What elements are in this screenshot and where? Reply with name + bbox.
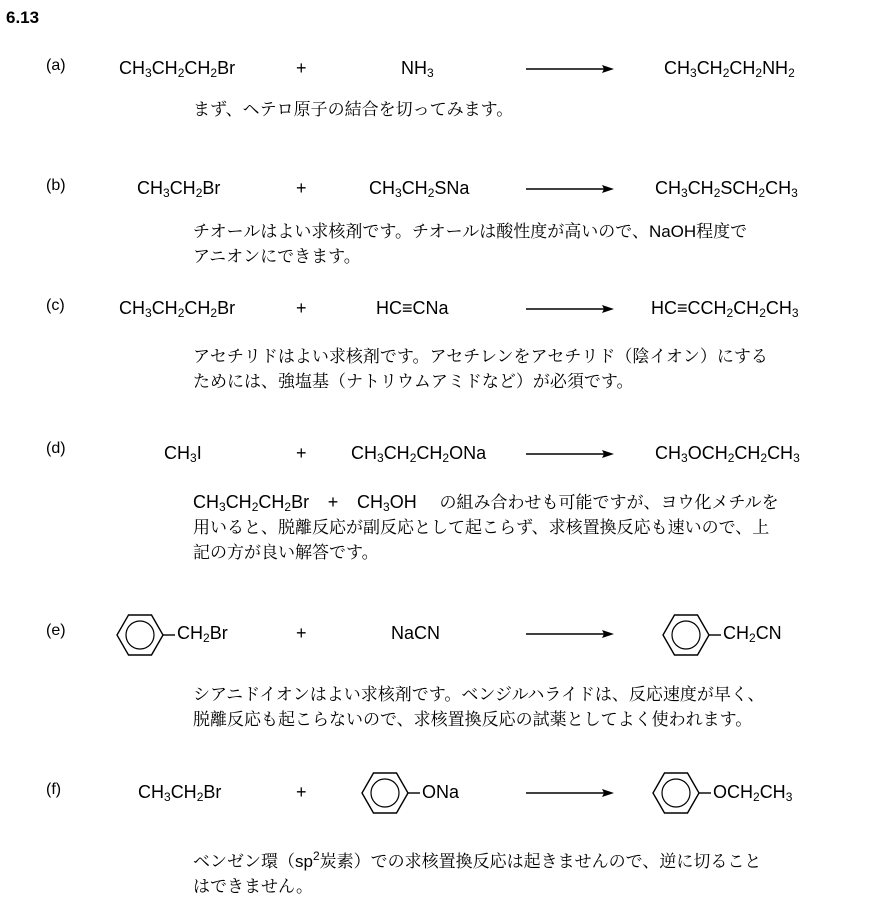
part-f-explanation-sup: 2 <box>312 849 320 863</box>
part-f-explanation-line1-b: 炭素）での求核置換反応は起きませんので、逆に切ること <box>319 852 762 871</box>
part-b-reactant2: $CH_3CH_2SNa$ <box>369 178 470 200</box>
part-b-label: (b) <box>46 177 66 194</box>
part-d-reactant1: $CH_3I$ <box>164 443 202 465</box>
part-b-explanation-line1: チオールはよい求核剤です。チオールは酸性度が高いので、NaOH程度で <box>193 222 748 241</box>
part-c-product: $HC\equiv CCH_2CH_2CH_3$ <box>651 298 799 320</box>
part-d-product: $CH_3OCH_2CH_2CH_3$ <box>655 443 800 465</box>
part-c-reactant2: HC≡CNa <box>376 298 449 318</box>
part-b-explanation-line2: アニオンにできます。 <box>193 247 361 266</box>
part-c-reactant1: $CH_3CH_2CH_2Br$ <box>119 298 236 320</box>
part-d-alt-plus: + <box>327 492 339 512</box>
part-f-explanation-line1-a: ベンゼン環（sp <box>193 852 313 871</box>
part-f-reactant1: $CH_3CH_2Br$ <box>138 782 222 804</box>
part-e-reaction-arrow <box>525 626 615 642</box>
part-e-plus: + <box>296 623 307 643</box>
part-e-explanation-line2: 脱離反応も起こらないので、求核置換反応の試薬としてよく使われます。 <box>193 710 753 729</box>
part-a-plus: + <box>296 58 307 78</box>
part-d-plus: + <box>296 443 307 463</box>
part-a-explanation: まず、ヘテロ原子の結合を切ってみます。 <box>193 100 514 119</box>
part-c-label: (c) <box>46 297 65 314</box>
part-b-reactant1: $CH_3CH_2Br$ <box>137 178 221 200</box>
part-a-reactant2: $NH_3$ <box>401 58 434 80</box>
part-d-alt-reactant2: $CH_3OH$ <box>357 492 417 514</box>
part-d-explanation-line3: 記の方が良い解答です。 <box>193 543 379 562</box>
part-d-reactant2: $CH_3CH_2CH_2ONa$ <box>351 443 487 465</box>
part-a-reaction-arrow <box>525 61 615 77</box>
part-c-explanation-line1: アセチリドはよい求核剤です。アセチレンをアセチリド（陰イオン）にする <box>193 347 768 366</box>
part-a-reactant1: $CH_3CH_2CH_2Br$ <box>119 58 236 80</box>
part-a-label: (a) <box>46 57 66 74</box>
part-d-label: (d) <box>46 440 66 457</box>
part-c-reaction-arrow <box>525 301 615 317</box>
part-f-product-substituent: $OCH_2CH_3$ <box>713 782 793 804</box>
part-a-product: $CH_3CH_2CH_2NH_2$ <box>664 58 795 80</box>
part-e-reactant1-substituent: $CH_2Br$ <box>177 623 228 645</box>
part-d-reaction-arrow <box>525 446 615 462</box>
part-c-explanation-line2: ためには、強塩基（ナトリウムアミドなど）が必須です。 <box>193 372 634 391</box>
part-e-product-substituent: $CH_2CN$ <box>723 623 782 645</box>
part-f-explanation-line2: はできません。 <box>193 877 314 896</box>
part-f-explanation-line1 <box>193 849 761 874</box>
part-b-reaction-arrow <box>525 181 615 197</box>
part-f-plus: + <box>296 782 307 802</box>
part-d-alt-reactant1: $CH_3CH_2CH_2Br$ <box>193 492 310 514</box>
part-f-label: (f) <box>46 781 62 798</box>
part-d-explanation-tail: の組み合わせも可能ですが、ヨウ化メチルを <box>439 493 779 512</box>
part-b-plus: + <box>296 178 307 198</box>
part-e-reactant2: NaCN <box>391 623 441 643</box>
part-f-reactant2-substituent: ONa <box>422 782 460 802</box>
problem-number: 6.13 <box>6 8 40 27</box>
part-d-explanation-line1 <box>193 490 779 515</box>
part-f-reaction-arrow <box>525 785 615 801</box>
part-c-plus: + <box>296 298 307 318</box>
part-d-explanation-line2: 用いると、脱離反応が副反応として起こらず、求核置換反応も速いので、上 <box>193 518 770 537</box>
part-b-product: $CH_3CH_2SCH_2CH_3$ <box>655 178 798 200</box>
part-e-explanation-line1: シアニドイオンはよい求核剤です。ベンジルハライドは、反応速度が早く、 <box>193 685 765 704</box>
part-e-label: (e) <box>46 622 66 639</box>
